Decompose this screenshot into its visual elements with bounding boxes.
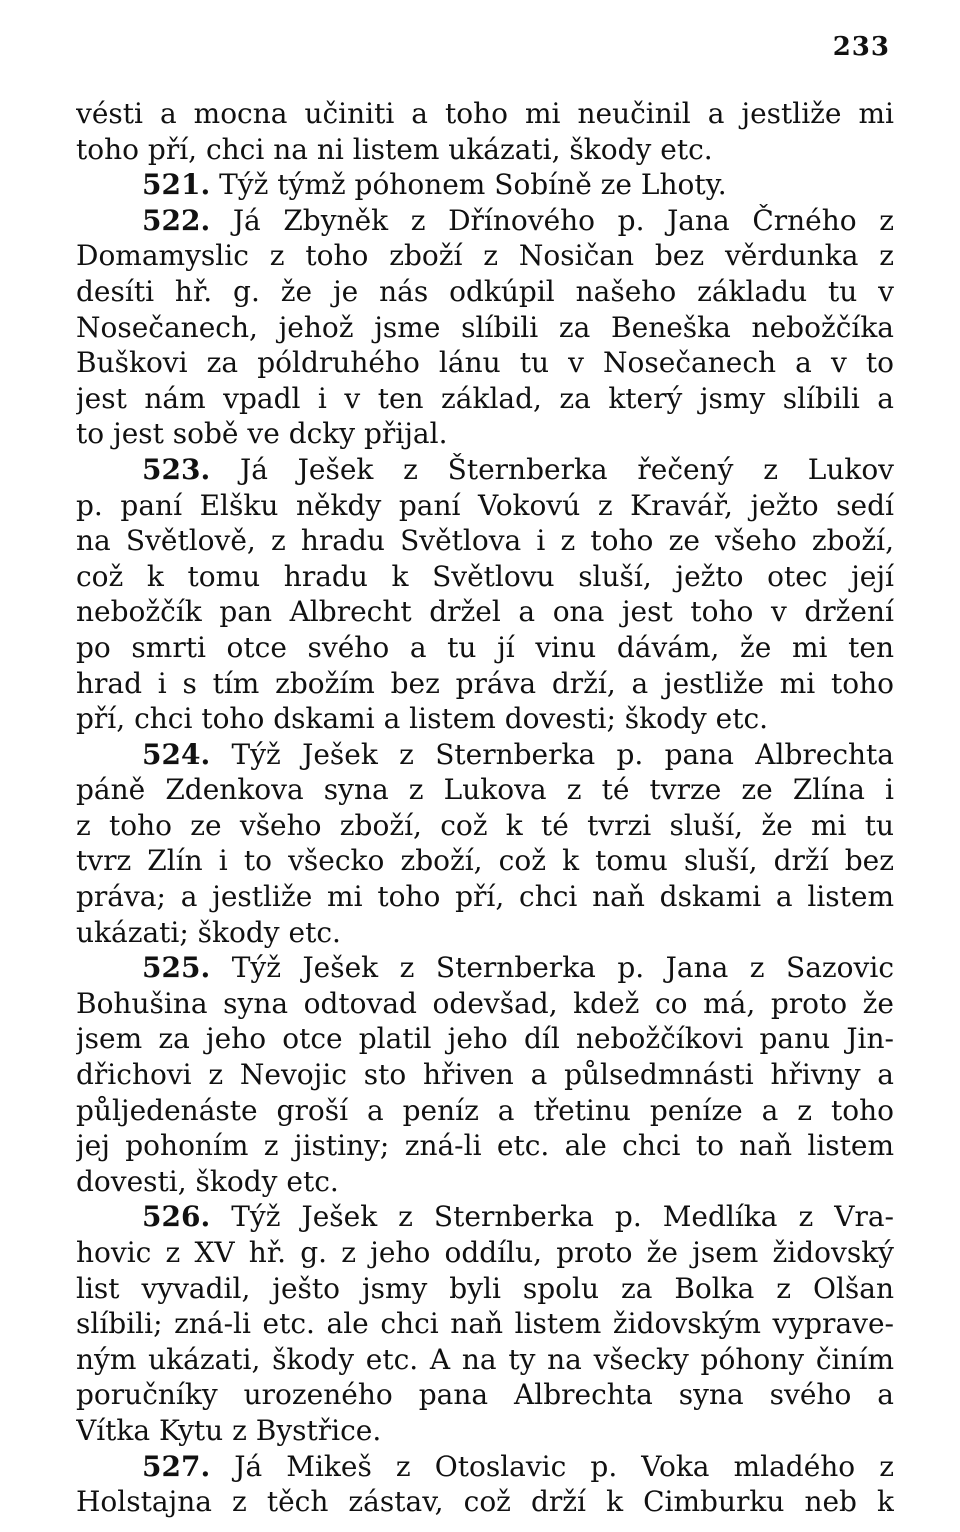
text-line	[76, 381, 894, 417]
text-line	[76, 1342, 894, 1378]
line-text: toho pří, chci na ni listem ukázati, škody etc.	[76, 132, 713, 166]
text-line	[76, 1484, 894, 1520]
text-line	[76, 666, 894, 702]
line-text: hrad i s tím zbožím bez práva drží, a jestliže mi toho	[76, 666, 894, 700]
line-text: vésti a mocna učiniti a toho mi neučinil a jestliže mi	[76, 97, 894, 130]
line-text: ukázati; škody etc.	[76, 915, 341, 949]
line-text: Nosečanech, jehož jsme slíbili za Beneška nebožčíka	[76, 310, 894, 344]
text-line	[76, 96, 894, 132]
text-line	[76, 701, 894, 737]
entry-number: 526.	[142, 1200, 211, 1234]
line-text: z toho ze všeho zboží, což k té tvrzi sluší, že mi tu	[76, 808, 894, 842]
entry-number: 524.	[142, 737, 211, 771]
text-line	[76, 772, 894, 808]
entry-start-line	[76, 452, 894, 488]
text-line	[76, 986, 894, 1022]
text-line	[76, 1271, 894, 1307]
line-text: což k tomu hradu k Světlovu sluší, ježto otec její	[76, 559, 894, 593]
line-text: Já Mikeš z Otoslavic p. Voka mladého z	[234, 1449, 894, 1483]
text-line	[76, 274, 894, 310]
entry-start-line	[76, 203, 894, 239]
line-text: to jest sobě ve dcky přijal.	[76, 417, 448, 451]
line-text: páně Zdenkova syna z Lukova z té tvrze ze Zlína i	[76, 773, 894, 807]
text-line	[76, 843, 894, 879]
text-body	[76, 96, 894, 1520]
entry-number: 523.	[142, 452, 211, 486]
line-text: ným ukázati, škody etc. A na ty na všecky póhony činím	[76, 1342, 894, 1376]
entry-start-line	[76, 1199, 894, 1235]
line-text: Buškovi za póldruhého lánu tu v Nosečanech a v to	[76, 346, 894, 380]
line-text: po smrti otce svého a tu jí vinu dávám, že mi ten	[76, 630, 894, 664]
line-text: Domamyslic z toho zboží z Nosičan bez věrdunka z	[76, 239, 894, 273]
page-number: 233	[832, 32, 890, 62]
text-line	[76, 1057, 894, 1093]
line-text: nebožčík pan Albrecht držel a ona jest toho v držení	[76, 595, 894, 629]
line-text: jsem za jeho otce platil jeho díl nebožčíkovi panu Jin-	[76, 1022, 894, 1056]
entry-number: 527.	[142, 1449, 211, 1483]
line-text: Já Zbyněk z Dřínového p. Jana Črného z	[232, 203, 894, 237]
text-line	[76, 523, 894, 559]
text-line	[76, 594, 894, 630]
line-text: Vítka Kytu z Bystřice.	[76, 1413, 382, 1447]
text-line	[76, 1164, 894, 1200]
line-text: tvrz Zlín i to všecko zboží, což k tomu sluší, drží bez	[76, 844, 894, 878]
text-line	[76, 1021, 894, 1057]
text-line	[76, 132, 894, 168]
text-line	[76, 879, 894, 915]
line-text: jej pohoním z jistiny; zná-li etc. ale chci to naň listem	[76, 1129, 894, 1163]
text-line	[76, 1377, 894, 1413]
line-text: práva; a jestliže mi toho pří, chci naň dskami a listem	[76, 880, 894, 914]
text-line	[76, 310, 894, 346]
text-line	[76, 630, 894, 666]
text-line	[76, 1235, 894, 1271]
line-text: slíbili; zná-li etc. ale chci naň listem židovským vyprave-	[76, 1307, 894, 1341]
entry-start-line	[76, 950, 894, 986]
line-text: poručníky urozeného pana Albrechta syna svého a	[76, 1378, 894, 1412]
text-line	[76, 1128, 894, 1164]
line-text: pří, chci toho dskami a listem dovesti; škody etc.	[76, 702, 769, 736]
line-text: na Světlově, z hradu Světlova i z toho ze všeho zboží,	[76, 524, 894, 558]
text-line	[76, 808, 894, 844]
text-line	[76, 1413, 894, 1449]
line-text: Týž Ješek z Sternberka p. Medlíka z Vra-	[231, 1200, 894, 1234]
text-line	[76, 915, 894, 951]
entry-start-line	[76, 737, 894, 773]
text-line	[76, 416, 894, 452]
entry-start-line	[76, 167, 894, 203]
line-text: jest nám vpadl i v ten základ, za který jsmy slíbili a	[76, 381, 894, 415]
line-text: Bohušina syna odtovad odevšad, kdež co má, proto že	[76, 986, 894, 1020]
text-line	[76, 1306, 894, 1342]
line-text: Holstajna z těch zástav, což drží k Cimburku neb k	[76, 1485, 894, 1519]
text-line	[76, 559, 894, 595]
entry-number: 525.	[142, 951, 211, 985]
text-line	[76, 1093, 894, 1129]
text-line	[76, 345, 894, 381]
entry-number: 522.	[142, 203, 211, 237]
line-text: Týž týmž póhonem Sobíně ze Lhoty.	[219, 168, 727, 202]
line-text: Já Ješek z Šternberka řečený z Lukov	[239, 452, 894, 486]
entry-number: 521.	[142, 168, 211, 202]
line-text: p. paní Elšku někdy paní Vokovú z Kravář, ježto sedí	[76, 488, 894, 522]
text-line	[76, 488, 894, 524]
line-text: Týž Ješek z Sternberka p. pana Albrechta	[231, 737, 894, 771]
line-text: Týž Ješek z Sternberka p. Jana z Sazovic	[231, 951, 894, 985]
line-text: dřichovi z Nevojic sto hřiven a půlsedmnásti hřivny a	[76, 1058, 894, 1092]
line-text: desíti hř. g. že je nás odkúpil našeho základu tu v	[76, 274, 894, 308]
entry-start-line	[76, 1449, 894, 1485]
text-line	[76, 238, 894, 274]
line-text: hovic z XV hř. g. z jeho oddílu, proto že jsem židovský	[76, 1236, 894, 1269]
line-text: půljedenáste groší a peníz a třetinu peníze a z toho	[76, 1093, 894, 1127]
line-text: list vyvadil, ješto jsmy byli spolu za Bolka z Olšan	[76, 1271, 894, 1305]
line-text: dovesti, škody etc.	[76, 1164, 339, 1198]
